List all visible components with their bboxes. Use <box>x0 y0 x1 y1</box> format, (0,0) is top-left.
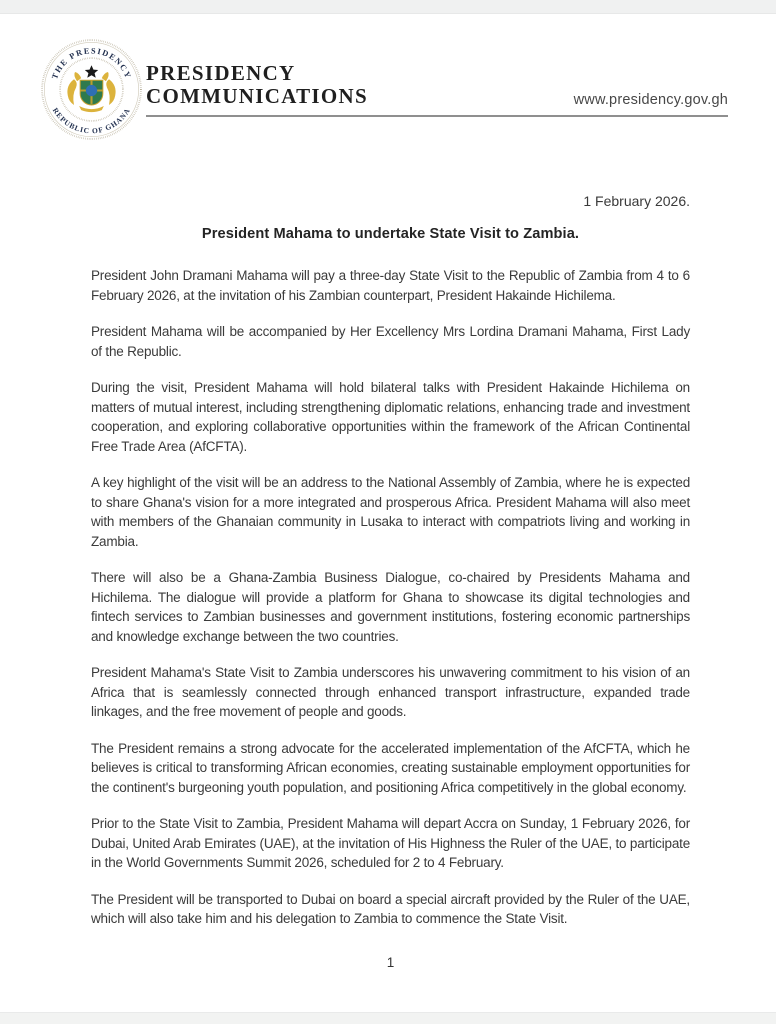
ghana-presidency-seal <box>40 38 143 141</box>
body-paragraph-5: There will also be a Ghana-Zambia Business Dialogue, co-chaired by Presidents Mahama and Hichilema. The dialogue will provide a platform for Ghana to showcase its digital technologies and fintech services to Zambian businesses and government institutions, fostering economic partnerships and knowledge exchange between the two countries. <box>91 570 690 644</box>
website-url: www.presidency.gov.gh <box>573 92 728 108</box>
body-paragraph-4: A key highlight of the visit will be an address to the National Assembly of Zambia, where he is expected to share Ghana's vision for a more integrated and prosperous Africa. President Mahama will also meet with members of the Ghanaian community in Lusaka to interact with compatriots living and working in Zambia. <box>91 475 690 549</box>
brand-line-2: COMMUNICATIONS <box>146 84 368 108</box>
photo-edge-band-top <box>0 0 776 14</box>
body-paragraph-7: The President remains a strong advocate for the accelerated implementation of the AfCFTA, which he believes is critical to transforming African economies, creating sustainable employment opportunities for the continent's burgeoning youth population, and positioning Africa competitively in the global economy. <box>91 740 690 795</box>
seal-bottom-text: REPUBLIC OF GHANA <box>50 106 133 136</box>
body-paragraph-2: President Mahama will be accompanied by Her Excellency Mrs Lordina Dramani Mahama, First Lady of the Republic. <box>91 324 690 359</box>
photo-edge-band-bottom <box>0 1012 776 1024</box>
letterhead <box>40 36 728 154</box>
body-paragraph-9: The President will be transported to Dubai on board a special aircraft provided by the Ruler of the UAE, which will also take him and his delegation to Zambia to commence the State Visit. <box>91 891 690 926</box>
document-page <box>0 14 776 970</box>
seal-top-text: THE PRESIDENCY <box>50 46 133 81</box>
document-title: President Mahama to undertake State Visit to Zambia. <box>201 226 580 242</box>
body-paragraph-3: During the visit, President Mahama will hold bilateral talks with President Hakainde Hichilema on matters of mutual interest, including strengthening diplomatic relations, enhancing trade and investment cooperation, and exploring collaborative opportunities within the framework of the African Continental Free Trade Area (AfCFTA). <box>91 380 690 454</box>
document-body <box>91 193 690 970</box>
body-paragraph-1: President John Dramani Mahama will pay a three-day State Visit to the Republic of Zambia from 4 to 6 February 2026, at the invitation of his Zambian counterpart, President Hakainde Hichilema. <box>91 268 690 303</box>
body-paragraph-8: Prior to the State Visit to Zambia, President Mahama will depart Accra on Sunday, 1 February 2026, for Dubai, United Arab Emirates (UAE), at the invitation of His Highness the Ruler of the UAE, to participate in the World Governments Summit 2026, scheduled for 2 to 4 February. <box>91 816 690 870</box>
paragraph-list <box>91 266 690 929</box>
body-paragraph-6: President Mahama's State Visit to Zambia underscores his unwavering commitment to his vision of an Africa that is seamlessly connected through enhanced transport infrastructure, expanded trade linkages, and the free movement of people and goods. <box>91 665 690 719</box>
brand-line-1: PRESIDENCY <box>146 61 296 85</box>
page-number: 1 <box>386 954 395 970</box>
header-divider <box>146 115 728 117</box>
document-date: 1 February 2026. <box>583 193 690 209</box>
